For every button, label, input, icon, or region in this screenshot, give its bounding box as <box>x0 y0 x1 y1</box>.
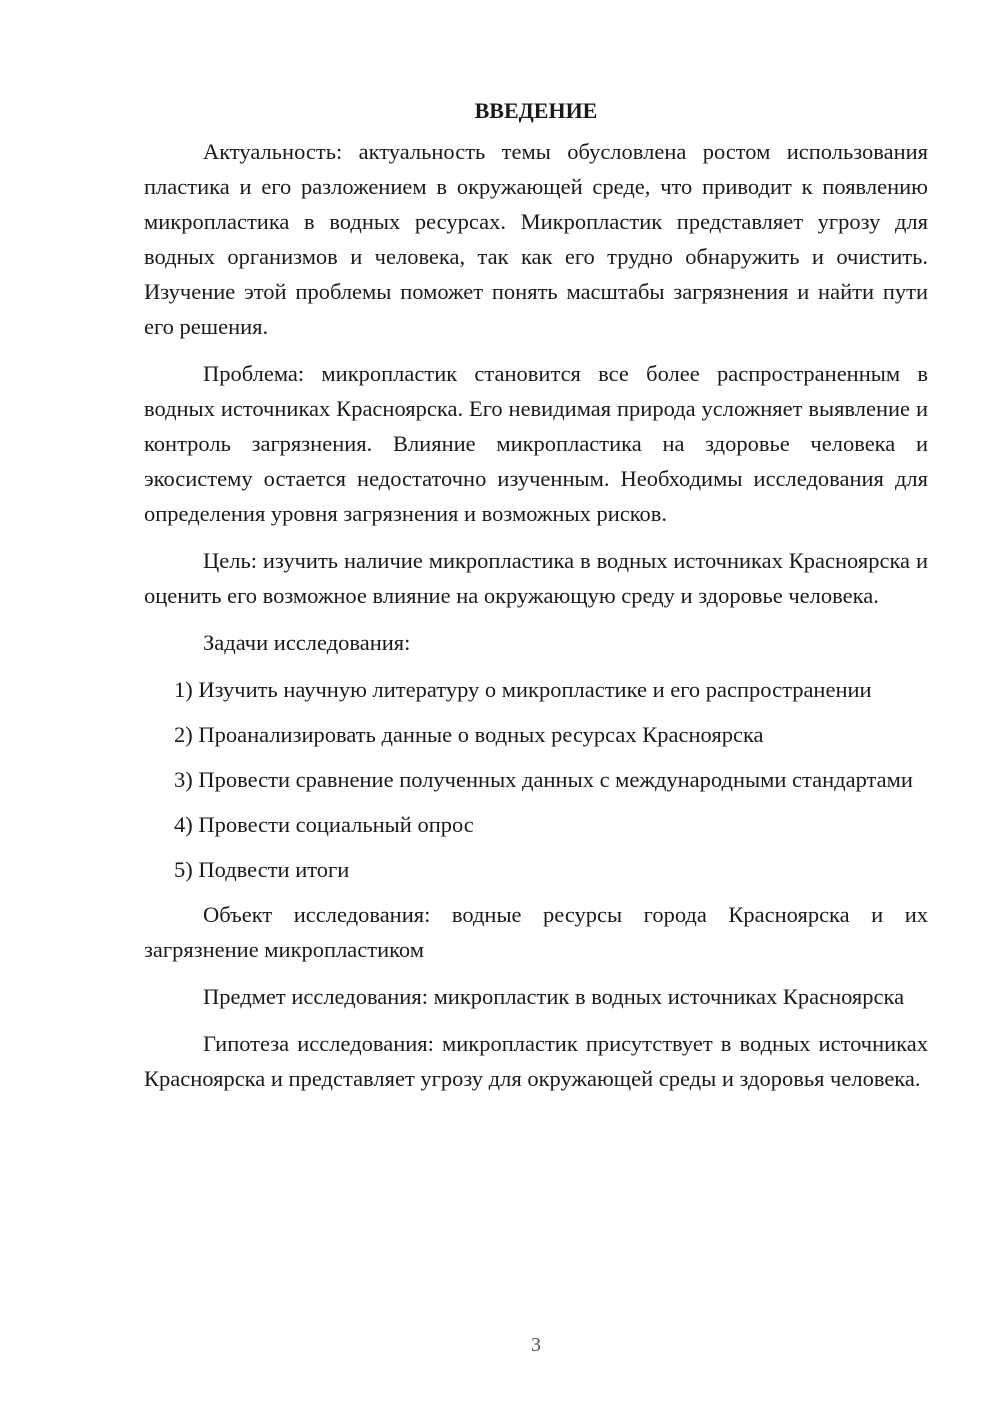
goal-paragraph: Цель: изучить наличие микропластика в водных источниках Красноярска и оценить его возможное влияние на окружающую среду и здоровье человека. <box>144 548 928 608</box>
subject-paragraph: Предмет исследования: микропластик в водных источниках Красноярска <box>203 984 905 1009</box>
task-item-1: 1) Изучить научную литературу о микропластике и его распространении <box>174 677 872 702</box>
section-heading: ВВЕДЕНИЕ <box>474 98 598 123</box>
task-item-5: 5) Подвести итоги <box>174 857 350 882</box>
relevance-paragraph: Актуальность: актуальность темы обусловлена ростом использования пластика и его разложением в окружающей среде, что приводит к появлению микропластика в водных ресурсах. Микропластик представляет угрозу для водных организмов и человека, так как его трудно обнаружить и очистить. Изучение этой проблемы поможет понять масштабы загрязнения и найти пути его решения. <box>144 139 928 339</box>
problem-paragraph: Проблема: микропластик становится все более распространенным в водных источниках Красноярска. Его невидимая природа усложняет выявление и контроль загрязнения. Влияние микропластика на здоровье человека и экосистему остается недостаточно изученным. Необходимы исследования для определения уровня загрязнения и возможных рисков. <box>144 361 928 526</box>
task-item-4: 4) Провести социальный опрос <box>174 812 474 837</box>
hypothesis-paragraph: Гипотеза исследования: микропластик присутствует в водных источниках Красноярска и представляет угрозу для окружающей среды и здоровья человека. <box>144 1031 928 1091</box>
object-paragraph: Объект исследования: водные ресурсы города Красноярска и их загрязнение микропластиком <box>144 902 928 962</box>
document-page <box>144 96 928 1108</box>
task-item-3: 3) Провести сравнение полученных данных с международными стандартами <box>174 767 913 792</box>
task-item-2: 2) Проанализировать данные о водных ресурсах Красноярска <box>174 722 764 747</box>
tasks-title: Задачи исследования: <box>203 630 411 655</box>
page-number: 3 <box>531 1334 541 1356</box>
